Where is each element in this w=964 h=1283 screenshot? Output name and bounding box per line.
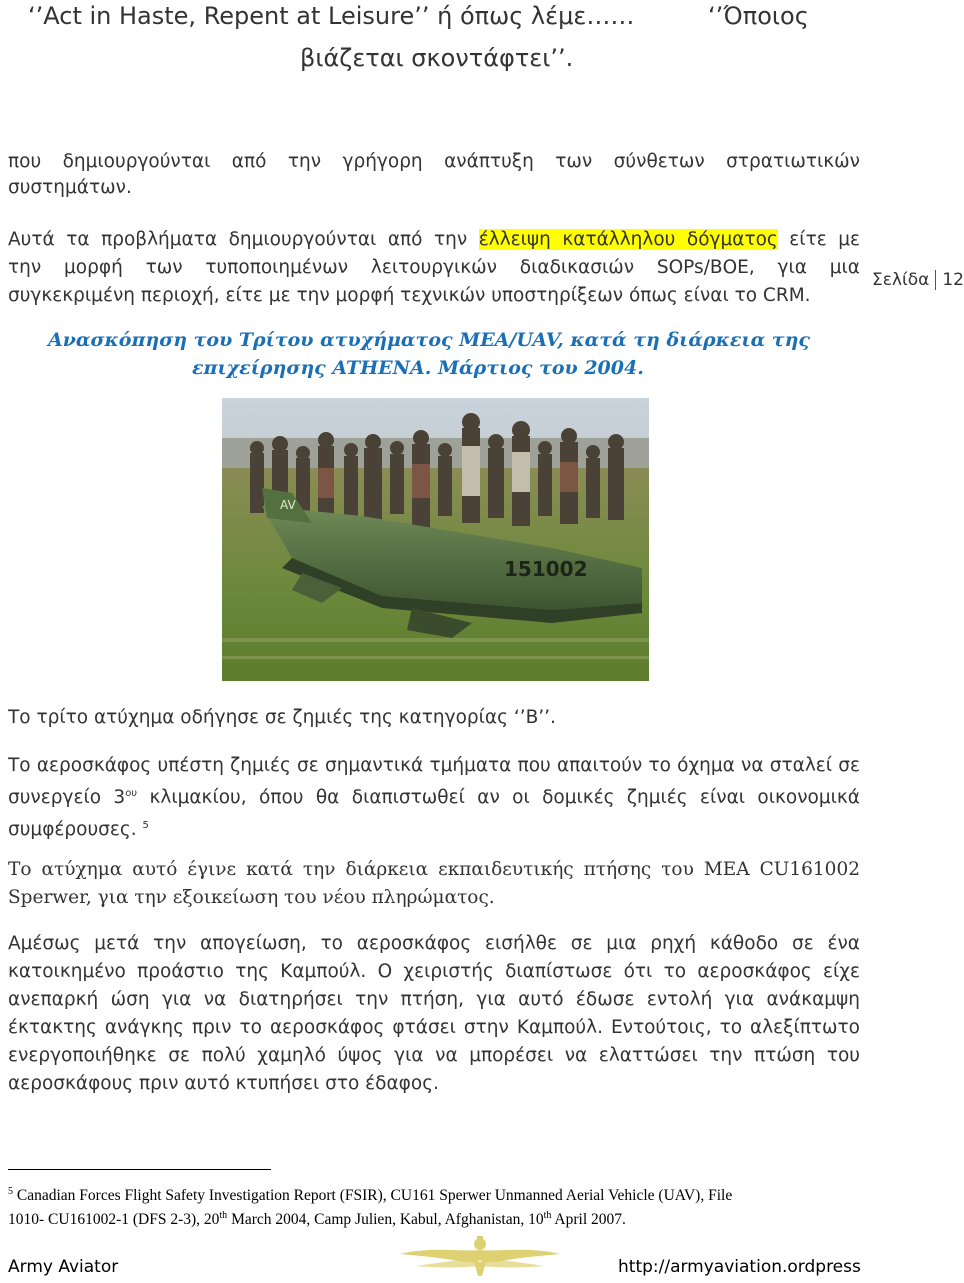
footer-left-text: Army Aviator [8,1257,119,1277]
intro-line-2: συστημάτων. [8,177,132,198]
paragraph1-line-1 [8,229,860,250]
superscript-ou: ου [125,788,138,799]
body-paragraph-2-text-b: κλιμακίου, όπου θα διαπιστωθεί αν οι δομικές ζημιές είναι οικονομικά συμφέρουσες. [8,787,860,841]
fin-marking: AV [280,498,296,512]
page-number-label [872,270,964,290]
footnote-text-2a: 1010- CU161002-1 (DFS 2-3), 20 [8,1211,220,1229]
section-heading-line-2: επιχείρησης ATHENA. Μάρτιος του 2004. [192,357,644,379]
page-label-number: 12 [942,270,964,290]
body-paragraph-4: Αμέσως μετά την απογείωση, το αεροσκάφος εισήλθε σε μια ρηχή κάθοδο σε ένα κατοικημένο προάστιο της Καμπούλ. Ο χειριστής διαπίστωσε ότι το αεροσκάφος είχε ανεπαρκή ώση για να διατηρήσει την πτήση, για αυτό έδωσε εντολή για ανάκαμψη έκτακτης ανάγκης πριν το αεροσκάφος φτάσει στην Καμπούλ. Εντούτοις, το αλεξίπτωτο ενεργοποιήθηκε σε πολύ χαμηλό ύψος για να μπορέσει να ελαττώσει την πτώση του αεροσκάφους πριν αυτό κτυπήσει στο έδαφος. [8,933,860,1094]
crashed-uav-photo [222,398,649,681]
body-paragraph-2-text-a: Το αεροσκάφος υπέστη ζημιές σε σημαντικά τμήματα που απαιτούν το όχημα να σταλεί σε συνεργείο 3 [8,755,860,809]
page-label-text: Σελίδα [872,270,930,290]
footnote-line-1 [8,1186,908,1205]
header-title-line1-right: ‘’Όποιος [708,2,809,30]
paragraph1-text-a: Αυτά τα προβλήματα δημιουργούνται από την [8,229,479,250]
paragraph1-line-3: συγκεκριμένη περιοχή, είτε με την μορφή τεχνικών υποστηρίξεων όπως είναι το CRM. [8,285,811,306]
footnote-text-2b: March 2004, Camp Julien, Kabul, Afghanistan, 10 [227,1211,544,1229]
footnote-mark: 5 [8,1186,13,1197]
section-heading-line-1: Ανασκόπηση του Τρίτου ατυχήματος ΜΕΑ/UAV, κατά τη διάρκεια της [48,329,810,351]
intro-line-1: που δημιουργούνται από την γρήγορη ανάπτυξη των σύνθετων στρατιωτικών [8,151,860,172]
footnote-sup-th-2: th [543,1210,552,1221]
header-title-line1: ‘’Act in Haste, Repent at Leisure’’ ή όπως λέμε…… [28,2,635,30]
footnote-sup-th-1: th [219,1210,228,1221]
footnote-reference: 5 [142,820,149,832]
footer-right-url[interactable]: http://armyaviation.ordpress [618,1257,861,1277]
footnote-text-2c: April 2007. [551,1211,626,1229]
highlighted-phrase: έλλειψη κατάλληλου δόγματος [478,229,778,250]
paragraph1-text-b: είτε με [777,229,860,250]
paragraph1-line-2: την μορφή των τυποποιημένων λειτουργικών διαδικασιών SOPs/ΒΟΕ, για μια [8,257,860,278]
tail-marking: 151002 [504,557,588,581]
body-paragraph-1: Το τρίτο ατύχημα οδήγησε σε ζημιές της κατηγορίας ‘’B’’. [8,707,556,728]
header-title-line2: βιάζεται σκοντάφτει’’. [300,44,574,72]
body-paragraph-2 [8,752,860,844]
footnote-rule [8,1169,271,1170]
page-label-divider [935,270,936,290]
footnote-line-2 [8,1210,908,1229]
footnote-text-1: Canadian Forces Flight Safety Investigation Report (FSIR), CU161 Sperwer Unmanned Aerial Vehicle (UAV), File [16,1187,733,1205]
body-paragraph-3: Το ατύχημα αυτό έγινε κατά την διάρκεια εκπαιδευτικής πτήσης του ΜΕΑ CU161002 Sperwer, για την εξοικείωση του νέου πληρώματος. [8,859,860,908]
army-aviation-wings-emblem [392,1232,568,1278]
